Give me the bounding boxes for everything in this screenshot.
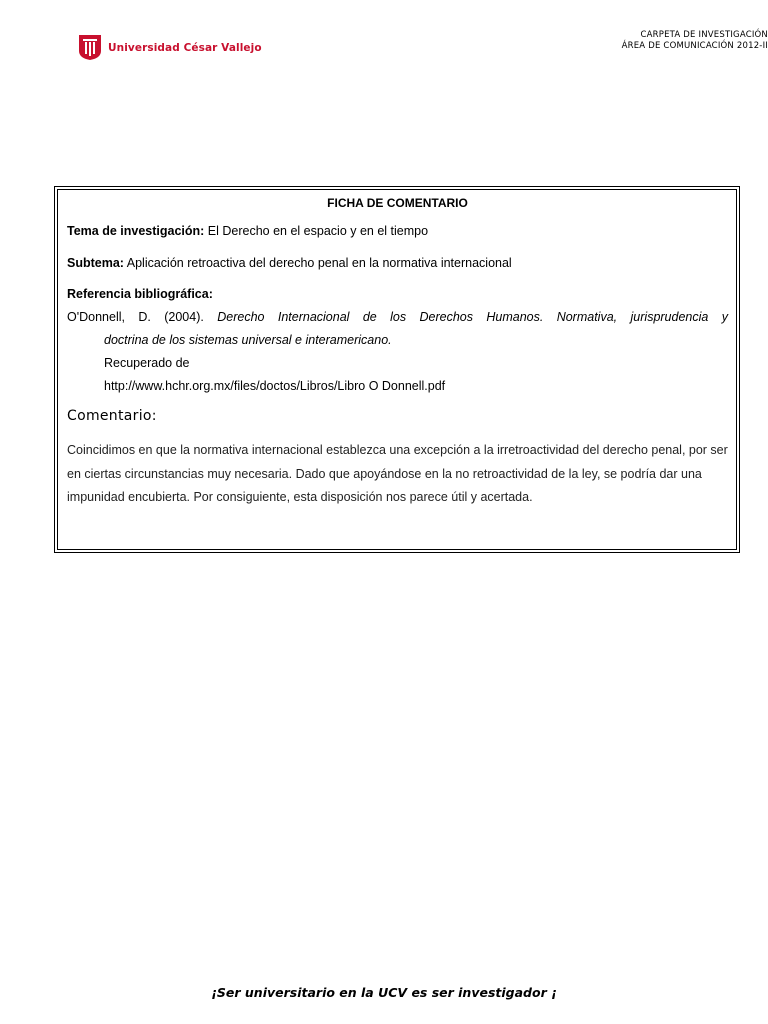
comentario-heading: Comentario:	[67, 408, 157, 424]
reference-url: http://www.hchr.org.mx/files/doctos/Libros/Libro O Donnell.pdf	[104, 379, 446, 393]
reference-title-part2: doctrina de los sistemas universal e interamericano.	[104, 333, 392, 347]
subtema-label: Subtema:	[67, 256, 124, 270]
university-name: Universidad César Vallejo	[108, 42, 262, 54]
footer-motto: ¡Ser universitario en la UCV es ser investigador ¡	[211, 985, 557, 1000]
reference-recuperado: Recuperado de	[104, 356, 190, 370]
ficha-title: FICHA DE COMENTARIO	[327, 196, 468, 210]
tema-value: El Derecho en el espacio y en el tiempo	[207, 224, 429, 238]
university-logo	[78, 33, 262, 61]
header-line-carpeta: CARPETA DE INVESTIGACIÓN	[640, 30, 768, 40]
tema-row	[67, 224, 428, 238]
reference-author: O'Donnell, D. (2004).	[67, 310, 204, 324]
reference-entry	[67, 306, 728, 398]
subtema-row	[67, 256, 512, 270]
ucv-shield-icon	[78, 33, 102, 61]
header-line-area: ÁREA DE COMUNICACIÓN 2012-II	[621, 41, 768, 51]
referencia-label: Referencia bibliográfica:	[67, 287, 213, 301]
header-folder-info	[622, 30, 768, 52]
tema-label: Tema de investigación:	[67, 224, 205, 238]
ficha-content	[67, 194, 728, 504]
comentario-text: Coincidimos en que la normativa internacional establezca una excepción a la irretroactividad del derecho penal, por ser en ciertas circunstancias muy necesaria. Dado que apoyándose en la no retroactividad de la ley, se podría dar una impunidad encubierta. Por consiguiente, esta disposición nos parece útil y acertada.	[67, 443, 728, 504]
page-header	[0, 0, 768, 80]
reference-title-part1: Derecho Internacional de los Derechos Humanos. Normativa, jurisprudencia y	[217, 310, 728, 324]
reference-line-1	[67, 306, 728, 329]
subtema-value: Aplicación retroactiva del derecho penal en la normativa internacional	[126, 256, 512, 270]
